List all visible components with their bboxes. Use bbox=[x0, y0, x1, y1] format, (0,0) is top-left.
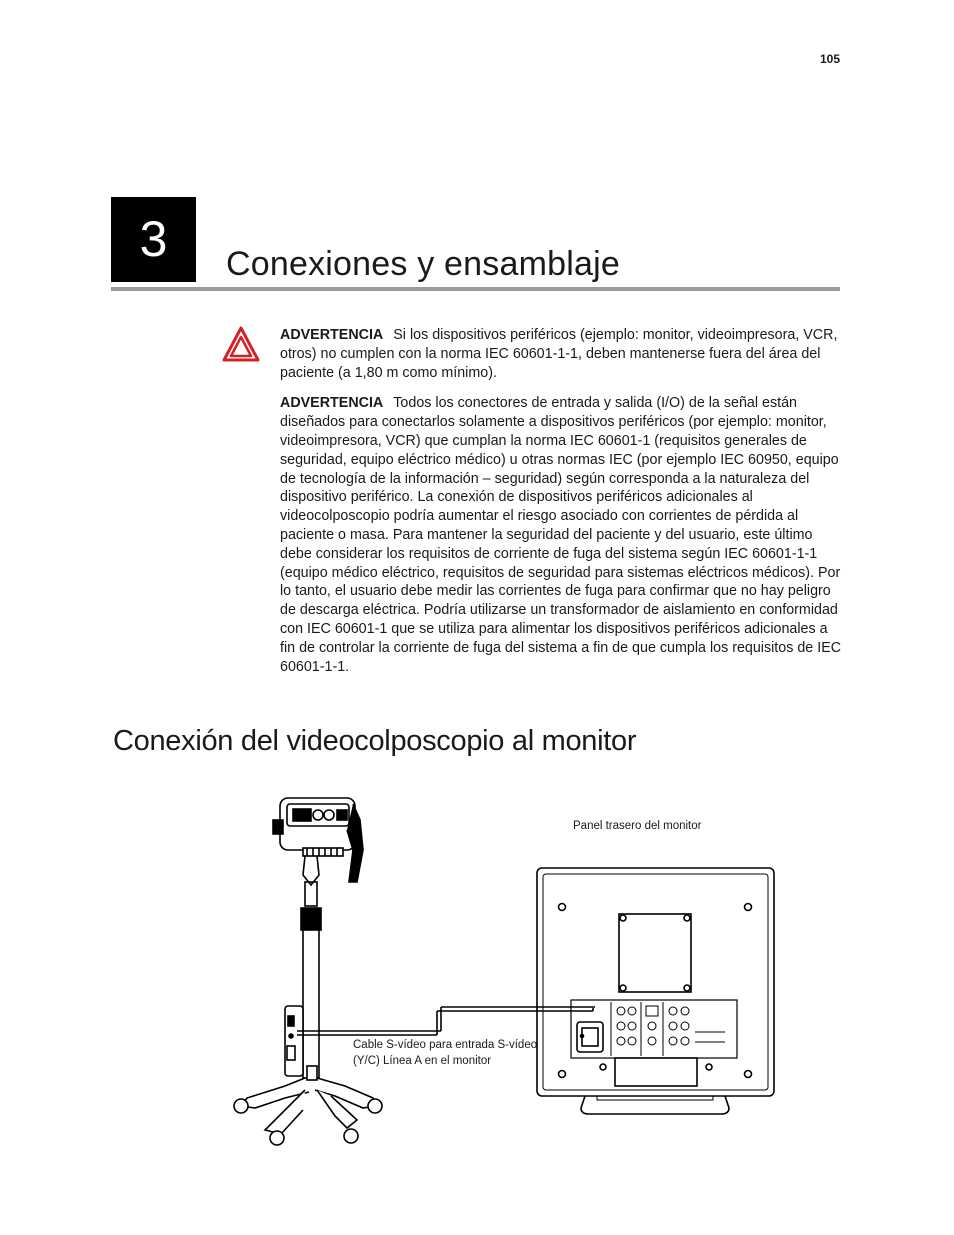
warning-text: Si los dispositivos periféricos (ejemplo: monitor, videoimpresora, VCR, otros) no cumplen con la norma IEC 60601-1-1, deben mantenerse fuera del área del paciente (a 1,80 m como mínimo). bbox=[280, 327, 838, 381]
chapter-divider bbox=[111, 287, 840, 291]
connection-illustration bbox=[225, 790, 785, 1155]
cable-label-line2: (Y/C) Línea A en el monitor bbox=[353, 1055, 492, 1067]
monitor-back-panel-illustration bbox=[537, 868, 774, 1114]
connection-figure bbox=[225, 790, 785, 1155]
s-video-cable bbox=[297, 1007, 595, 1035]
section-heading: Conexión del videocolposcopio al monitor bbox=[113, 725, 637, 757]
cable-label-line1: Cable S-vídeo para entrada S-vídeo bbox=[353, 1039, 538, 1051]
warnings-block bbox=[280, 326, 842, 688]
warning-label: ADVERTENCIA bbox=[280, 327, 384, 343]
warning-paragraph bbox=[280, 394, 842, 676]
warning-paragraph bbox=[280, 326, 842, 382]
videocolposcope-illustration bbox=[234, 798, 382, 1145]
page-number: 105 bbox=[819, 52, 840, 66]
monitor-panel-label: Panel trasero del monitor bbox=[573, 820, 702, 832]
warning-label: ADVERTENCIA bbox=[280, 395, 384, 412]
chapter-number-box: 3 bbox=[111, 197, 196, 282]
warning-text: Todos los conectores de entrada y salida (I/O) de la señal están diseñados para conectarlos solamente a dispositivos periféricos (por ejemplo: monitor, videoimpresora, VCR) que cumplan la norma IEC 60601-1 (requisitos generales de seguridad, equipo eléctrico médico) u otras normas IEC (por ejemplo IEC 60950, equipo de tecnología de la información – seguridad) según corresponda a la naturaleza del dispositivo periférico. La conexión de dispositivos periféricos adicionales al videocolposcopio podría aumentar el riesgo asociado con corrientes de pérdida al paciente o masa. Para mantener la seguridad del paciente y del usuario, este último debe considerar los requisitos de corriente de fuga del sistema según IEC 60601-1-1 (equipo médico eléctrico, requisitos de seguridad para sistemas eléctricos médicos). Por lo tanto, el usuario debe medir las corrientes de fuga para confirmar que no hay peligro de descarga eléctrica. Podría utilizarse un transformador de aislamiento en conformidad con IEC 60601-1 que se utiliza para alimentar los dispositivos periféricos adicionales a fin de controlar la corriente de fuga del sistema a fin de que cumpla los requisitos de IEC 60601-1-1. bbox=[280, 395, 842, 675]
chapter-title: Conexiones y ensamblaje bbox=[226, 245, 620, 283]
warning-triangle-icon bbox=[222, 326, 260, 362]
